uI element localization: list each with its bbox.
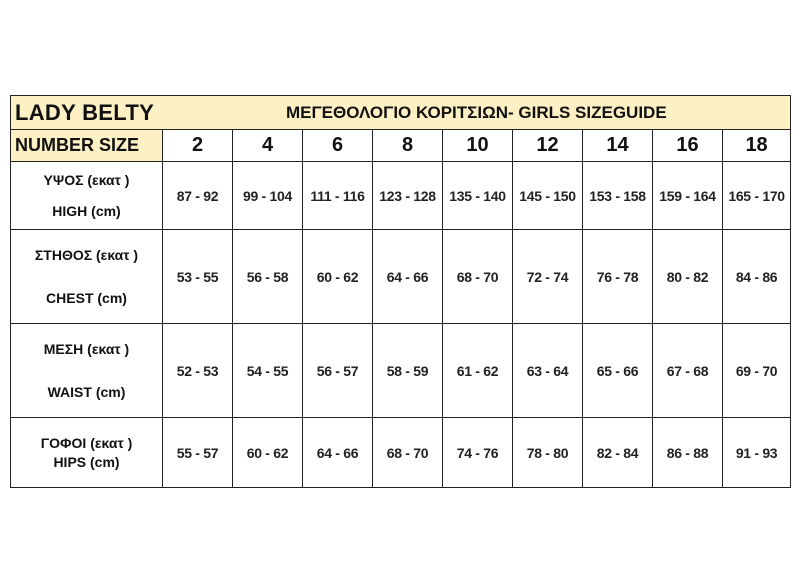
size-12: 12: [513, 130, 583, 162]
size-10: 10: [443, 130, 513, 162]
table-cell: 63 - 64: [513, 324, 583, 418]
table-cell: 145 - 150: [513, 162, 583, 230]
table-cell: 64 - 66: [303, 418, 373, 488]
table-row-waist: [11, 324, 791, 418]
size-4: 4: [233, 130, 303, 162]
table-cell: 74 - 76: [443, 418, 513, 488]
table-cell: 60 - 62: [303, 230, 373, 324]
table-cell: 123 - 128: [373, 162, 443, 230]
table-cell: 52 - 53: [163, 324, 233, 418]
table-cell: 68 - 70: [443, 230, 513, 324]
table-cell: 69 - 70: [723, 324, 791, 418]
size-2: 2: [163, 130, 233, 162]
table-cell: 135 - 140: [443, 162, 513, 230]
table-cell: 153 - 158: [583, 162, 653, 230]
table-row-chest: [11, 230, 791, 324]
table-cell: 80 - 82: [653, 230, 723, 324]
header-row: [11, 96, 791, 130]
size-row-label: NUMBER SIZE: [11, 130, 163, 162]
table-cell: 56 - 57: [303, 324, 373, 418]
size-8: 8: [373, 130, 443, 162]
row-label-hips: [11, 418, 163, 488]
size-guide-sheet: [10, 95, 790, 488]
table-cell: 82 - 84: [583, 418, 653, 488]
size-row: [11, 130, 791, 162]
table-cell: 60 - 62: [233, 418, 303, 488]
size-18: 18: [723, 130, 791, 162]
table-title: ΜΕΓΕΘΟΛΟΓΙΟ ΚΟΡΙΤΣΙΩΝ- GIRLS SIZEGUIDE: [163, 96, 791, 130]
table-cell: 78 - 80: [513, 418, 583, 488]
table-cell: 58 - 59: [373, 324, 443, 418]
size-6: 6: [303, 130, 373, 162]
table-cell: 68 - 70: [373, 418, 443, 488]
row-label-high: [11, 162, 163, 230]
table-cell: 159 - 164: [653, 162, 723, 230]
row-label-english: CHEST (cm): [46, 289, 127, 306]
size-guide-table: [10, 95, 791, 488]
table-cell: 61 - 62: [443, 324, 513, 418]
brand-name: LADY BELTY: [11, 96, 163, 130]
row-label-waist: [11, 324, 163, 418]
row-label-english: WAIST (cm): [47, 383, 126, 400]
table-cell: 53 - 55: [163, 230, 233, 324]
table-cell: 55 - 57: [163, 418, 233, 488]
row-label-chest: [11, 230, 163, 324]
row-label-greek: ΣΤΗΘΟΣ (εκατ ): [34, 247, 139, 264]
table-cell: 84 - 86: [723, 230, 791, 324]
table-cell: 111 - 116: [303, 162, 373, 230]
table-cell: 165 - 170: [723, 162, 791, 230]
table-cell: 91 - 93: [723, 418, 791, 488]
row-label-greek: ΓΟΦΟΙ (εκατ ): [40, 435, 133, 452]
table-cell: 87 - 92: [163, 162, 233, 230]
row-label-english: HIGH (cm): [52, 202, 121, 219]
table-cell: 54 - 55: [233, 324, 303, 418]
row-label-english: HIPS (cm): [53, 453, 120, 470]
table-cell: 99 - 104: [233, 162, 303, 230]
row-label-greek: ΥΨΟΣ (εκατ ): [43, 172, 130, 189]
row-label-greek: ΜΕΣΗ (εκατ ): [43, 341, 130, 358]
table-row-hips: [11, 418, 791, 488]
table-cell: 72 - 74: [513, 230, 583, 324]
size-14: 14: [583, 130, 653, 162]
table-cell: 56 - 58: [233, 230, 303, 324]
table-cell: 76 - 78: [583, 230, 653, 324]
table-cell: 86 - 88: [653, 418, 723, 488]
table-row-high: [11, 162, 791, 230]
table-cell: 67 - 68: [653, 324, 723, 418]
table-cell: 64 - 66: [373, 230, 443, 324]
table-cell: 65 - 66: [583, 324, 653, 418]
size-16: 16: [653, 130, 723, 162]
